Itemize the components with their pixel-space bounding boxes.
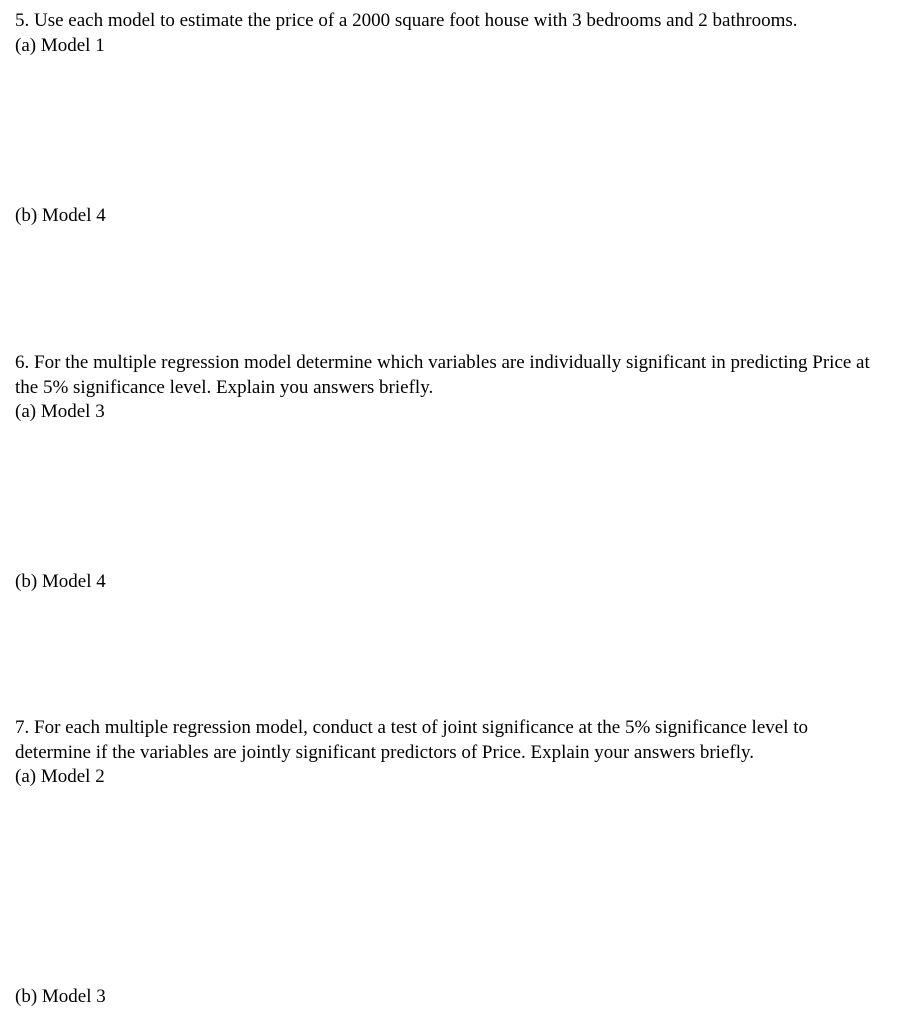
question-5-part-b: (b) Model 4 <box>15 205 106 226</box>
question-7-part-b: (b) Model 3 <box>15 986 106 1007</box>
question-6 <box>15 351 875 425</box>
question-5 <box>15 9 875 58</box>
question-7-part-a: (a) Model 2 <box>15 766 105 787</box>
question-5-part-b-block <box>15 204 875 229</box>
question-5-text: 5. Use each model to estimate the price of a 2000 square foot house with 3 bedrooms and 2 bathrooms. <box>15 10 798 31</box>
question-6-part-b: (b) Model 4 <box>15 571 106 592</box>
question-7 <box>15 716 875 790</box>
question-5-part-a: (a) Model 1 <box>15 34 105 56</box>
question-7-text: 7. For each multiple regression model, conduct a test of joint significance at the 5% significance level to determine if the variables are jointly significant predictors of Price. Explain your answers briefly. <box>15 717 809 763</box>
question-6-text: 6. For the multiple regression model determine which variables are individually significant in predicting Price at the 5% significance level. Explain you answers briefly. <box>15 352 870 398</box>
question-6-part-b-block <box>15 570 875 595</box>
question-6-part-a: (a) Model 3 <box>15 401 105 422</box>
question-7-part-b-block <box>15 985 875 1010</box>
